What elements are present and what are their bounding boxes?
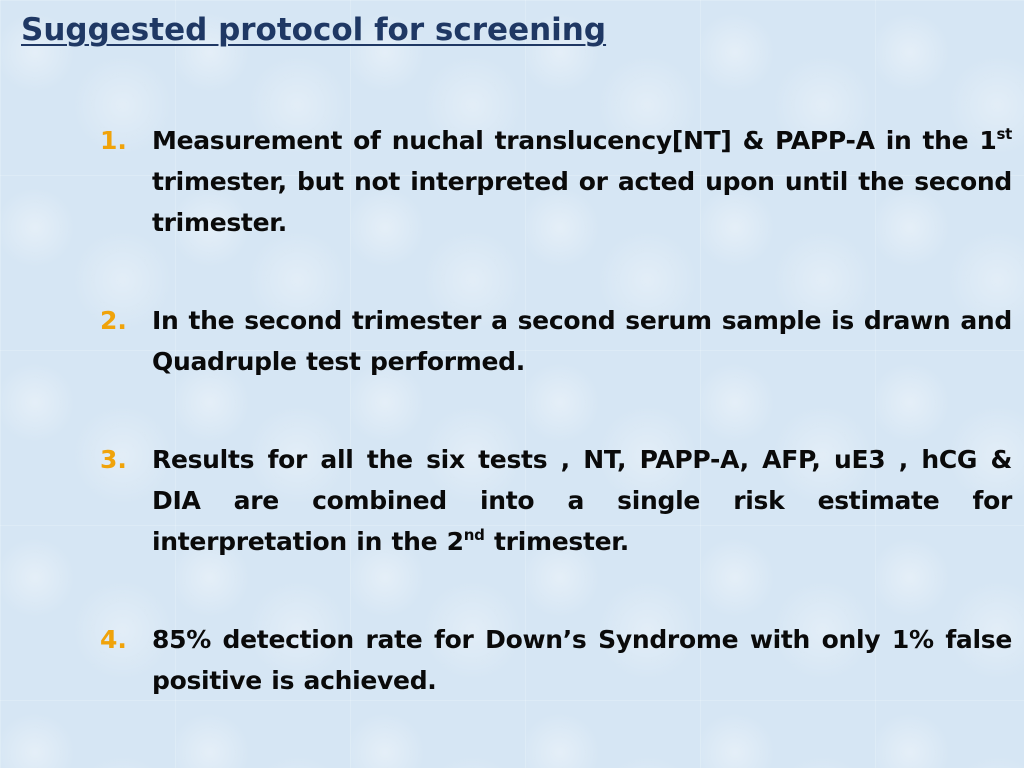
- protocol-list: [100, 120, 1012, 758]
- list-item-text-part: 85% detection rate for Down’s Syndrome with only 1% false positive is achieved.: [152, 625, 1012, 695]
- list-item: [100, 300, 1012, 382]
- list-item-text: [152, 619, 1012, 701]
- list-item-text-part: In the second trimester a second serum sample is drawn and Quadruple test performed.: [152, 306, 1012, 376]
- list-item: [100, 439, 1012, 562]
- list-item-number: 3.: [100, 445, 127, 474]
- slide-title: Suggested protocol for screening: [21, 12, 607, 48]
- superscript: st: [996, 124, 1012, 143]
- list-item-text-part: Results for all the six tests , NT, PAPP-A, AFP, uE3 , hCG & DIA are combined into a single risk estimate for interpretation in the 2: [152, 445, 1012, 556]
- list-item-text-part: Measurement of nuchal translucency[NT] & PAPP-A in the 1: [152, 126, 997, 155]
- list-item-text: [152, 300, 1012, 382]
- list-item-text: [152, 439, 1012, 562]
- superscript: nd: [463, 525, 485, 544]
- list-item-text-part: trimester.: [484, 527, 629, 556]
- list-item: [100, 619, 1012, 701]
- list-item-number: 4.: [100, 625, 127, 654]
- list-item-text: [152, 120, 1012, 243]
- list-item-number: 2.: [100, 306, 127, 335]
- list-item-number: 1.: [100, 126, 127, 155]
- list-item-text-part: trimester, but not interpreted or acted upon until the second trimester.: [152, 167, 1012, 237]
- list-item: [100, 120, 1012, 243]
